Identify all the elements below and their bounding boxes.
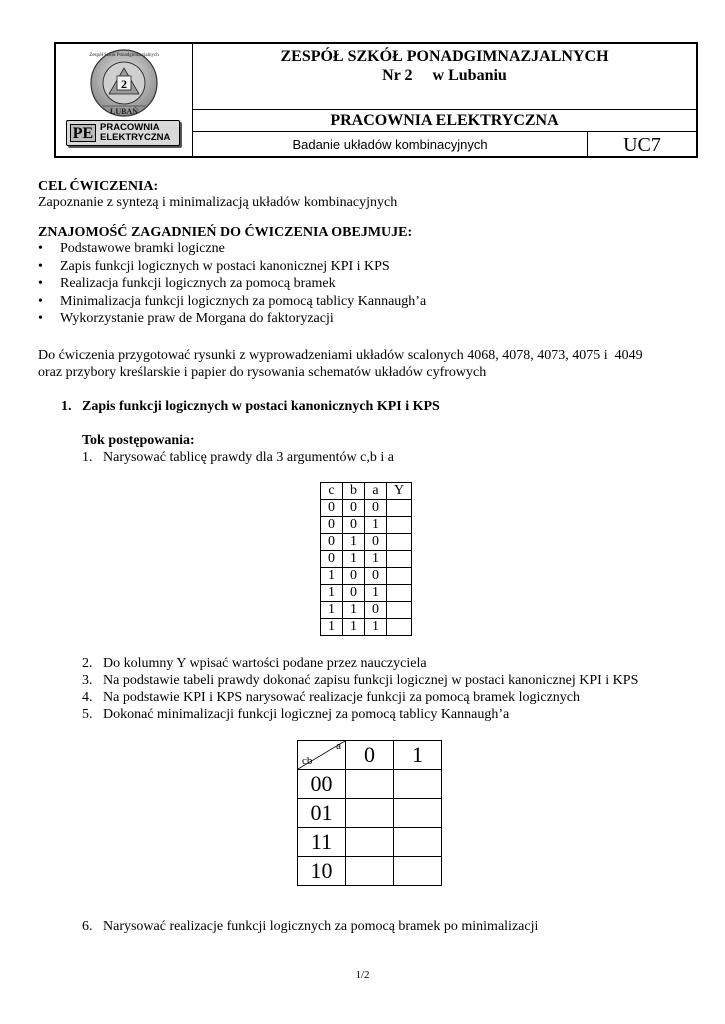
y-cell [387, 551, 412, 568]
table-cell: 1 [365, 551, 387, 568]
step-6: 6. Narysować realizacje funkcji logicznych za pomocą bramek po minimalizacji [82, 919, 539, 934]
kmap-cell [394, 857, 442, 886]
table-cell: 1 [321, 602, 343, 619]
truth-header-y: Y [387, 483, 412, 500]
table-cell: 1 [365, 585, 387, 602]
y-cell [387, 517, 412, 534]
truth-header-a: a [365, 483, 387, 500]
table-row [321, 517, 412, 534]
school-name: ZESPÓŁ SZKÓŁ PONADGIMNAZJALNYCH [280, 48, 609, 65]
procedure-heading: Tok postępowania: [82, 433, 195, 448]
document-header [54, 42, 698, 158]
pe-badge-logo [66, 120, 180, 146]
table-cell: 0 [365, 602, 387, 619]
truth-table [320, 482, 412, 636]
step-5: 5. Dokonać minimalizacji funkcji logicznej za pomocą tablicy Kannaugh’a [82, 707, 510, 722]
kmap-cell [346, 770, 394, 799]
school-seal-logo [79, 48, 169, 118]
knowledge-item: • Podstawowe bramki logiczne [38, 240, 426, 258]
pe-badge-line2: ELEKTRYCZNA [100, 132, 171, 143]
step-4: 4. Na podstawie KPI i KPS narysować realizacje funkcji za pomocą bramek logicznych [82, 690, 580, 705]
kmap-header-row [298, 741, 442, 770]
page-number: 1/2 [355, 969, 370, 981]
table-row [321, 500, 412, 517]
school-title-cell [193, 44, 696, 110]
truth-table-header-row [321, 483, 412, 500]
knowledge-heading: ZNAJOMOŚĆ ZAGADNIEŃ DO ĆWICZENIA OBEJMUJE: [38, 225, 413, 240]
kmap-corner-a: a [336, 740, 341, 752]
table-row [321, 585, 412, 602]
table-cell: 1 [343, 551, 365, 568]
table-cell: 0 [365, 534, 387, 551]
table-cell: 0 [343, 517, 365, 534]
step-3: 3. Na podstawie tabeli prawdy dokonać zapisu funkcji logicznej w postaci kanonicznej KPI i KPS [82, 673, 639, 688]
y-cell [387, 619, 412, 636]
kmap-row [298, 799, 442, 828]
section1-title: 1. Zapis funkcji logicznych w postaci kanonicznych KPI i KPS [61, 399, 440, 414]
table-row [321, 568, 412, 585]
table-cell: 0 [365, 500, 387, 517]
logo-cell [56, 44, 193, 158]
table-cell: 1 [321, 619, 343, 636]
pe-badge-short: PE [70, 124, 96, 142]
knowledge-item: • Minimalizacja funkcji logicznych za pomocą tablicy Kannaugh’a [38, 293, 426, 311]
table-row [321, 551, 412, 568]
kmap-col-header: 0 [346, 741, 394, 770]
goal-heading: CEL ĆWICZENIA: [38, 179, 159, 194]
table-cell: 1 [343, 619, 365, 636]
kmap-corner-cb: cb [302, 755, 313, 767]
y-cell [387, 534, 412, 551]
goal-text: Zapoznanie z syntezą i minimalizacją układów kombinacyjnych [38, 195, 398, 210]
table-cell: 0 [365, 568, 387, 585]
svg-text:Zespół Szkół Ponadgimnazjalnyc: Zespół Szkół Ponadgimnazjalnych [89, 53, 159, 58]
table-cell: 0 [321, 534, 343, 551]
table-cell: 1 [365, 517, 387, 534]
y-cell [387, 500, 412, 517]
table-cell: 0 [321, 551, 343, 568]
kmap-cell [394, 828, 442, 857]
truth-header-c: c [321, 483, 343, 500]
school-number-city: Nr 2 w Lubaniu [382, 67, 507, 84]
table-cell: 1 [343, 534, 365, 551]
table-cell: 1 [343, 602, 365, 619]
table-row [321, 534, 412, 551]
knowledge-item: • Zapis funkcji logicznych w postaci kanonicznej KPI i KPS [38, 258, 426, 276]
kmap-cell [346, 828, 394, 857]
table-cell: 1 [365, 619, 387, 636]
kmap-cell [394, 770, 442, 799]
truth-header-b: b [343, 483, 365, 500]
knowledge-item: • Realizacja funkcji logicznych za pomocą bramek [38, 275, 426, 293]
table-cell: 0 [321, 500, 343, 517]
karnaugh-map [297, 740, 442, 886]
kmap-row-header: 00 [298, 770, 346, 799]
exercise-topic: Badanie układów kombinacyjnych [193, 132, 588, 156]
kmap-row [298, 770, 442, 799]
table-row [321, 619, 412, 636]
table-cell: 1 [321, 568, 343, 585]
y-cell [387, 602, 412, 619]
pe-badge-text [100, 123, 170, 143]
pe-badge-line1: PRACOWNIA [100, 122, 160, 133]
kmap-corner [298, 741, 346, 770]
step-2: 2. Do kolumny Y wpisać wartości podane przez nauczyciela [82, 656, 427, 671]
kmap-row [298, 828, 442, 857]
svg-text:LUBAŃ: LUBAŃ [109, 107, 139, 116]
kmap-row-header: 01 [298, 799, 346, 828]
kmap-row-header: 10 [298, 857, 346, 886]
table-cell: 0 [321, 517, 343, 534]
step-1: 1. Narysować tablicę prawdy dla 3 argumentów c,b i a [82, 450, 394, 465]
svg-text:2: 2 [121, 77, 127, 91]
prep-line2: oraz przybory kreślarskie i papier do rysowania schematów układów cyfrowych [38, 365, 487, 380]
knowledge-list [38, 240, 426, 328]
kmap-cell [346, 799, 394, 828]
kmap-cell [394, 799, 442, 828]
knowledge-item: • Wykorzystanie praw de Morgana do faktoryzacji [38, 310, 426, 328]
prep-line1: Do ćwiczenia przygotować rysunki z wyprowadzeniami układów scalonych 4068, 4078, 4073, 4075 i 4049 [38, 348, 643, 363]
exercise-code: UC7 [623, 134, 661, 156]
kmap-row-header: 11 [298, 828, 346, 857]
table-cell: 1 [321, 585, 343, 602]
y-cell [387, 585, 412, 602]
y-cell [387, 568, 412, 585]
table-cell: 0 [343, 585, 365, 602]
table-cell: 0 [343, 500, 365, 517]
lab-name: PRACOWNIA ELEKTRYCZNA [193, 110, 696, 132]
kmap-cell [346, 857, 394, 886]
table-cell: 0 [343, 568, 365, 585]
kmap-row [298, 857, 442, 886]
kmap-col-header: 1 [394, 741, 442, 770]
table-row [321, 602, 412, 619]
